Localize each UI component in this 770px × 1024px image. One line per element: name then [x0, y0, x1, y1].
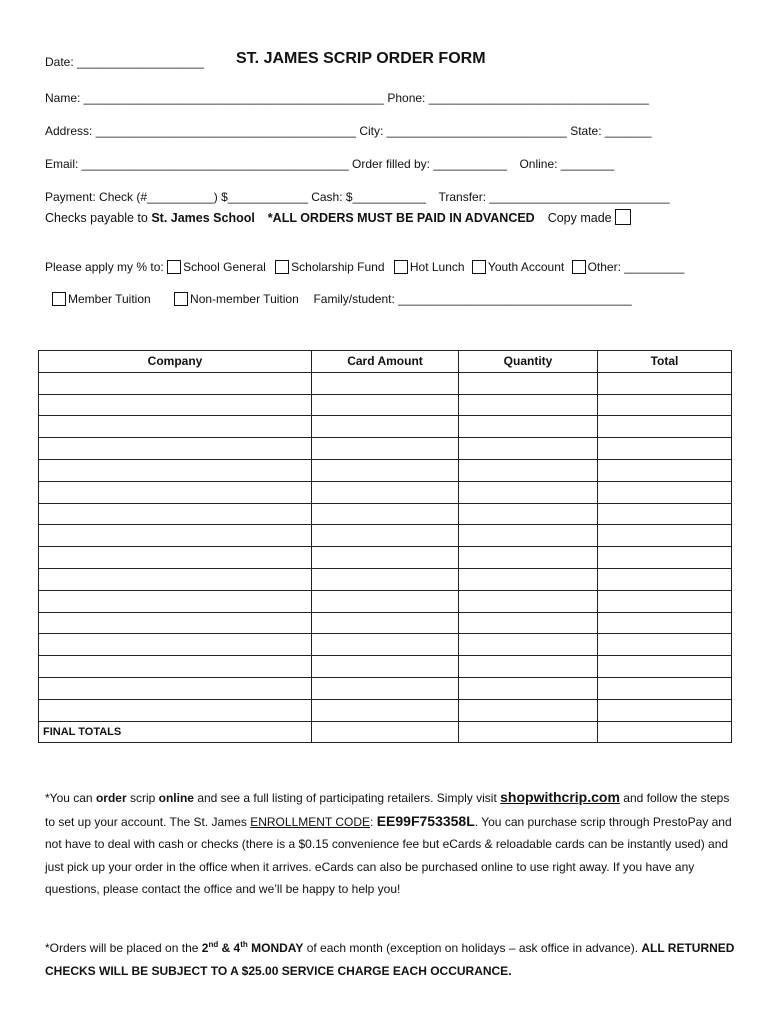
card-amount-cell[interactable] [312, 699, 459, 721]
note-text: *Orders will be placed on the [45, 941, 202, 955]
table-row [39, 503, 732, 525]
card-amount-cell[interactable] [312, 438, 459, 460]
quantity-cell[interactable] [459, 416, 598, 438]
total-cell[interactable] [598, 547, 732, 569]
enrollment-code-label: ENROLLMENT CODE [250, 814, 371, 829]
card-amount-cell[interactable] [312, 656, 459, 678]
address-row [45, 123, 652, 139]
returned-checks-notice: ALL RETURNED CHECKS WILL BE SUBJECT TO A $25.00 SERVICE CHARGE EACH OCCURANCE. [45, 941, 735, 978]
company-cell[interactable] [39, 612, 312, 634]
note-day: 2 [201, 941, 209, 955]
date-field[interactable]: Date: ___________________ [45, 55, 204, 69]
company-cell[interactable] [39, 503, 312, 525]
table-row [39, 656, 732, 678]
quantity-cell[interactable] [459, 677, 598, 699]
quantity-cell[interactable] [459, 525, 598, 547]
note-text: scrip [126, 791, 159, 805]
note-order-bold: order [95, 791, 127, 805]
table-row [39, 459, 732, 481]
company-cell[interactable] [39, 372, 312, 394]
col-total: Total [598, 351, 732, 373]
table-row [39, 612, 732, 634]
address-field[interactable]: Address: _______________________________________ [45, 124, 356, 138]
total-cell[interactable] [598, 656, 732, 678]
col-quantity: Quantity [459, 351, 598, 373]
quantity-cell[interactable] [459, 656, 598, 678]
note-text: *You can [45, 791, 96, 805]
order-table [38, 350, 732, 743]
table-row [39, 438, 732, 460]
quantity-cell[interactable] [459, 699, 598, 721]
company-cell[interactable] [39, 656, 312, 678]
table-row [39, 416, 732, 438]
company-cell[interactable] [39, 590, 312, 612]
paid-in-advance-notice: *ALL ORDERS MUST BE PAID IN ADVANCED [267, 211, 535, 225]
other-checkbox[interactable] [572, 260, 586, 274]
total-cell[interactable] [598, 372, 732, 394]
card-amount-cell[interactable] [312, 677, 459, 699]
youth-account-label: Youth Account [487, 260, 565, 274]
note-text: of each month (exception on holidays – ask office in advance). [303, 941, 642, 955]
card-amount-cell[interactable] [312, 394, 459, 416]
school-name: St. James School [151, 211, 255, 225]
table-row [39, 677, 732, 699]
company-cell[interactable] [39, 634, 312, 656]
total-cell[interactable] [598, 503, 732, 525]
table-row [39, 372, 732, 394]
name-phone-row [45, 90, 649, 106]
card-amount-cell[interactable] [312, 568, 459, 590]
apply-label: Please apply my % to: [45, 260, 164, 274]
city-field[interactable]: City: ___________________________ [359, 124, 567, 138]
company-cell[interactable] [39, 568, 312, 590]
enrollment-code: EE99F753358L [376, 812, 475, 829]
cash-field[interactable]: Cash: $___________ [311, 190, 426, 204]
quantity-cell[interactable] [459, 634, 598, 656]
table-row [39, 525, 732, 547]
total-cell[interactable] [598, 677, 732, 699]
company-cell[interactable] [39, 547, 312, 569]
table-row [39, 590, 732, 612]
quantity-cell[interactable] [459, 503, 598, 525]
checks-payable-text: Checks payable to [45, 211, 152, 225]
total-cell[interactable] [598, 699, 732, 721]
total-cell[interactable] [598, 394, 732, 416]
company-cell[interactable] [39, 481, 312, 503]
table-row [39, 568, 732, 590]
other-field[interactable]: Other: _________ [587, 260, 685, 274]
note-sup: nd [208, 940, 219, 949]
school-general-checkbox[interactable] [167, 260, 181, 274]
order-rows [39, 372, 732, 721]
card-amount-cell[interactable] [312, 547, 459, 569]
company-cell[interactable] [39, 416, 312, 438]
col-card-amount: Card Amount [312, 351, 459, 373]
quantity-cell[interactable] [459, 612, 598, 634]
note-text: and see a full listing of participating retailers. Simply visit [193, 791, 501, 805]
check-field[interactable]: Payment: Check (#__________) $____________ [45, 190, 308, 204]
col-company: Company [39, 351, 312, 373]
quantity-cell[interactable] [459, 438, 598, 460]
final-quantity-cell[interactable] [459, 721, 598, 743]
company-cell[interactable] [39, 394, 312, 416]
company-cell[interactable] [39, 438, 312, 460]
apply-percent-row [45, 259, 684, 275]
copy-made-label: Copy made [547, 211, 612, 225]
table-row [39, 547, 732, 569]
youth-account-checkbox[interactable] [472, 260, 486, 274]
note-day: & 4 [218, 941, 241, 955]
total-cell[interactable] [598, 459, 732, 481]
checks-payable-row [45, 209, 633, 226]
online-field[interactable]: Online: ________ [519, 157, 615, 171]
transfer-field[interactable]: Transfer: ___________________________ [438, 190, 670, 204]
note-monday: MONDAY [247, 941, 304, 955]
note-text: . You can purchase scrip through PrestoPay and not have to deal with cash or checks (there is a $0.15 convenience fee but eCards & reloadable cards can be instantly used) and just pick up your order in the office when it arrives. eCards can also be purchased online to use right away. If you have any questions, please contact the office and we’ll be happy to help you! [45, 814, 732, 896]
email-field[interactable]: Email: ________________________________________ [45, 157, 349, 171]
scholarship-fund-checkbox[interactable] [275, 260, 289, 274]
email-row [45, 156, 614, 172]
hot-lunch-checkbox[interactable] [394, 260, 408, 274]
hot-lunch-label: Hot Lunch [409, 260, 465, 274]
name-field[interactable]: Name: _____________________________________________ [45, 91, 384, 105]
card-amount-cell[interactable] [312, 459, 459, 481]
quantity-cell[interactable] [459, 394, 598, 416]
school-general-label: School General [183, 260, 266, 274]
note-sup: th [240, 940, 248, 949]
total-cell[interactable] [598, 634, 732, 656]
quantity-cell[interactable] [459, 459, 598, 481]
order-filled-by-field[interactable]: Order filled by: ___________ [351, 157, 507, 171]
copy-made-checkbox[interactable] [615, 209, 631, 225]
card-amount-cell[interactable] [312, 525, 459, 547]
card-amount-cell[interactable] [312, 612, 459, 634]
final-total-cell[interactable] [598, 721, 732, 743]
table-row [39, 634, 732, 656]
final-totals-label: FINAL TOTALS [39, 721, 312, 743]
company-cell[interactable] [39, 525, 312, 547]
form-title: ST. JAMES SCRIP ORDER FORM [236, 50, 486, 67]
nonmember-tuition-checkbox[interactable] [174, 292, 188, 306]
table-header-row [39, 351, 732, 373]
total-cell[interactable] [598, 525, 732, 547]
family-student-field[interactable]: Family/student: ___________________________________ [313, 292, 632, 306]
final-card-amount-cell[interactable] [312, 721, 459, 743]
total-cell[interactable] [598, 612, 732, 634]
table-row [39, 699, 732, 721]
card-amount-cell[interactable] [312, 372, 459, 394]
member-tuition-checkbox[interactable] [52, 292, 66, 306]
quantity-cell[interactable] [459, 547, 598, 569]
order-schedule-note [45, 934, 735, 982]
note-text: and follow the steps to set up your account. The St. James [45, 791, 730, 829]
shopwithcrip-link[interactable]: shopwithcrip.com [500, 789, 620, 805]
company-cell[interactable] [39, 699, 312, 721]
card-amount-cell[interactable] [312, 503, 459, 525]
final-totals-row [39, 721, 732, 743]
total-cell[interactable] [598, 590, 732, 612]
note-text: : [370, 814, 377, 829]
card-amount-cell[interactable] [312, 590, 459, 612]
member-tuition-label: Member Tuition [68, 292, 151, 306]
total-cell[interactable] [598, 481, 732, 503]
quantity-cell[interactable] [459, 372, 598, 394]
payment-row [45, 189, 670, 205]
tuition-row [52, 291, 632, 307]
card-amount-cell[interactable] [312, 481, 459, 503]
card-amount-cell[interactable] [312, 416, 459, 438]
total-cell[interactable] [598, 568, 732, 590]
company-cell[interactable] [39, 459, 312, 481]
scholarship-fund-label: Scholarship Fund [291, 260, 385, 274]
card-amount-cell[interactable] [312, 634, 459, 656]
total-cell[interactable] [598, 438, 732, 460]
quantity-cell[interactable] [459, 481, 598, 503]
table-row [39, 394, 732, 416]
quantity-cell[interactable] [459, 590, 598, 612]
note-online-bold: online [158, 791, 194, 805]
state-field[interactable]: State: _______ [570, 124, 652, 138]
total-cell[interactable] [598, 416, 732, 438]
table-row [39, 481, 732, 503]
quantity-cell[interactable] [459, 568, 598, 590]
company-cell[interactable] [39, 677, 312, 699]
phone-field[interactable]: Phone: _________________________________ [387, 91, 649, 105]
online-order-note [45, 786, 735, 901]
nonmember-tuition-label: Non-member Tuition [190, 292, 299, 306]
